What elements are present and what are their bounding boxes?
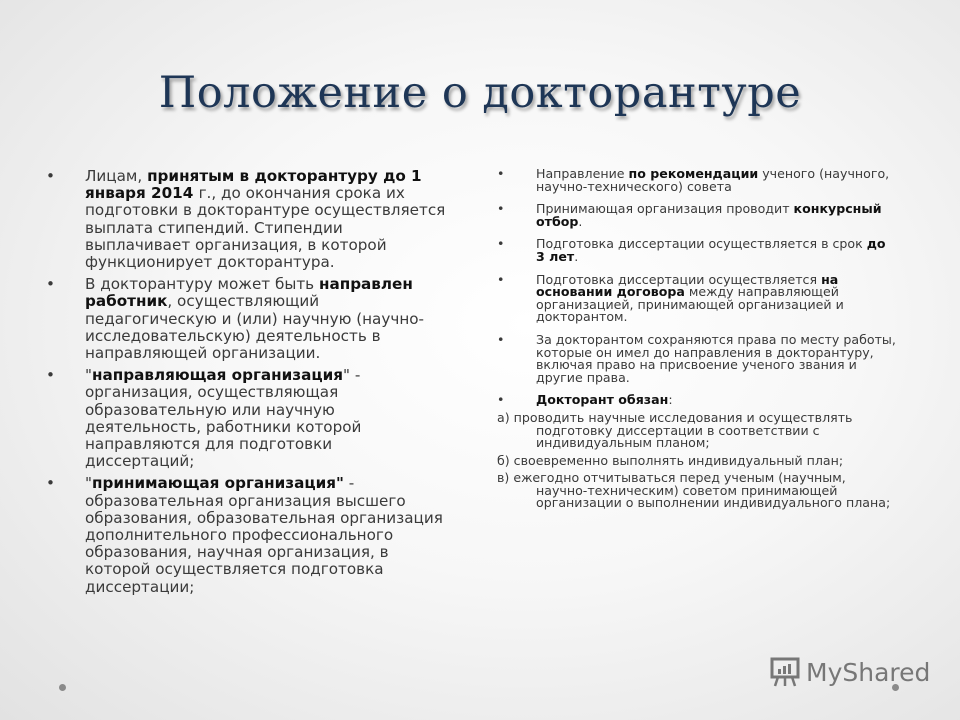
- list-item: [46, 168, 446, 271]
- bold-text: на основании договора: [536, 271, 839, 300]
- list-item: [497, 331, 897, 385]
- duty-item: б) своевременно выполнять индивидуальный план;: [497, 452, 844, 468]
- text: За докторантом сохраняются права по месту работы, которые он имел до направления в докторантуру, включая право на присвоение ученого звания и другие права.: [536, 331, 896, 385]
- text: Лицам,: [85, 167, 148, 185]
- bold-text: принятым в докторантуру до 1 января 2014: [85, 167, 422, 203]
- bullet-icon: •: [46, 366, 55, 385]
- text: - образовательная организация высшего образования, образовательная организация дополнительного профессионального образования, научная организация, в которой осуществляется подготовка диссертации;: [85, 474, 443, 596]
- text: ": [85, 366, 92, 385]
- list-item: [497, 271, 897, 325]
- text: между направляющей организацией, принимающей организацией и докторантом.: [536, 284, 844, 325]
- bold-text: конкурсный отбор: [536, 201, 882, 229]
- bold-text: направляющая организация: [92, 366, 344, 385]
- bullet-icon: •: [497, 236, 505, 252]
- text: " - организация, осуществляющая образовательную или научную деятельность, работники которой направляются для подготовки диссертаций;: [85, 366, 362, 471]
- bullet-icon: •: [46, 275, 55, 294]
- left-column: [46, 168, 446, 601]
- text: г., до окончания срока их подготовки в докторантуре осуществляется выплата стипендий. Стипендии выплачивает организация, в которой функционирует докторантура.: [85, 184, 446, 272]
- watermark-text: MyShared: [806, 657, 931, 687]
- watermark-logo: [768, 656, 930, 688]
- bullet-icon: •: [46, 167, 55, 185]
- text: , осуществляющий педагогическую и (или) научную (научно-исследовательскую) деятельность в направляющей организации.: [85, 292, 425, 363]
- bullet-icon: •: [497, 392, 505, 408]
- text: Подготовка диссертации осуществляется: [536, 271, 822, 287]
- list-item: [497, 238, 897, 263]
- text: Подготовка диссертации осуществляется в срок: [536, 236, 867, 252]
- bullet-icon: •: [497, 201, 505, 217]
- list-item: [46, 367, 446, 470]
- right-column: [497, 168, 897, 515]
- text: :: [668, 392, 673, 408]
- list-item: [46, 475, 446, 595]
- list-item: [497, 394, 897, 407]
- text: .: [578, 213, 583, 229]
- text: В докторантуру может быть: [85, 275, 319, 294]
- text: ": [85, 474, 92, 493]
- text: Принимающая организация проводит: [536, 201, 794, 217]
- bullet-icon: •: [46, 474, 55, 493]
- bold-text: до 3 лет: [536, 236, 886, 264]
- nav-dot-left: [59, 684, 66, 691]
- text: .: [574, 248, 579, 264]
- bullet-icon: •: [497, 166, 505, 181]
- list-item: [497, 203, 897, 228]
- bold-text: Докторант обязан: [536, 392, 669, 408]
- bullet-icon: •: [497, 271, 505, 287]
- duty-item: а) проводить научные исследования и осуществлять подготовку диссертации в соответствии с индивидуальным планом;: [497, 409, 853, 451]
- duty-item: в) ежегодно отчитываться перед ученым (научным, научно-техническим) советом принимающей организации о выполнении индивидуального плана;: [497, 470, 891, 511]
- list-item: [46, 276, 446, 362]
- slide-title: Положение о докторантуре: [158, 68, 802, 118]
- bullet-icon: •: [497, 331, 505, 347]
- text: ученого (научного, научно-технического) совета: [536, 166, 890, 194]
- text: Направление: [536, 166, 629, 181]
- bold-text: по рекомендации: [628, 166, 759, 181]
- bold-text: принимающая организация": [92, 474, 344, 493]
- list-item: [497, 168, 897, 193]
- presentation-board-icon: [768, 656, 802, 688]
- bold-text: направлен работник: [85, 275, 413, 311]
